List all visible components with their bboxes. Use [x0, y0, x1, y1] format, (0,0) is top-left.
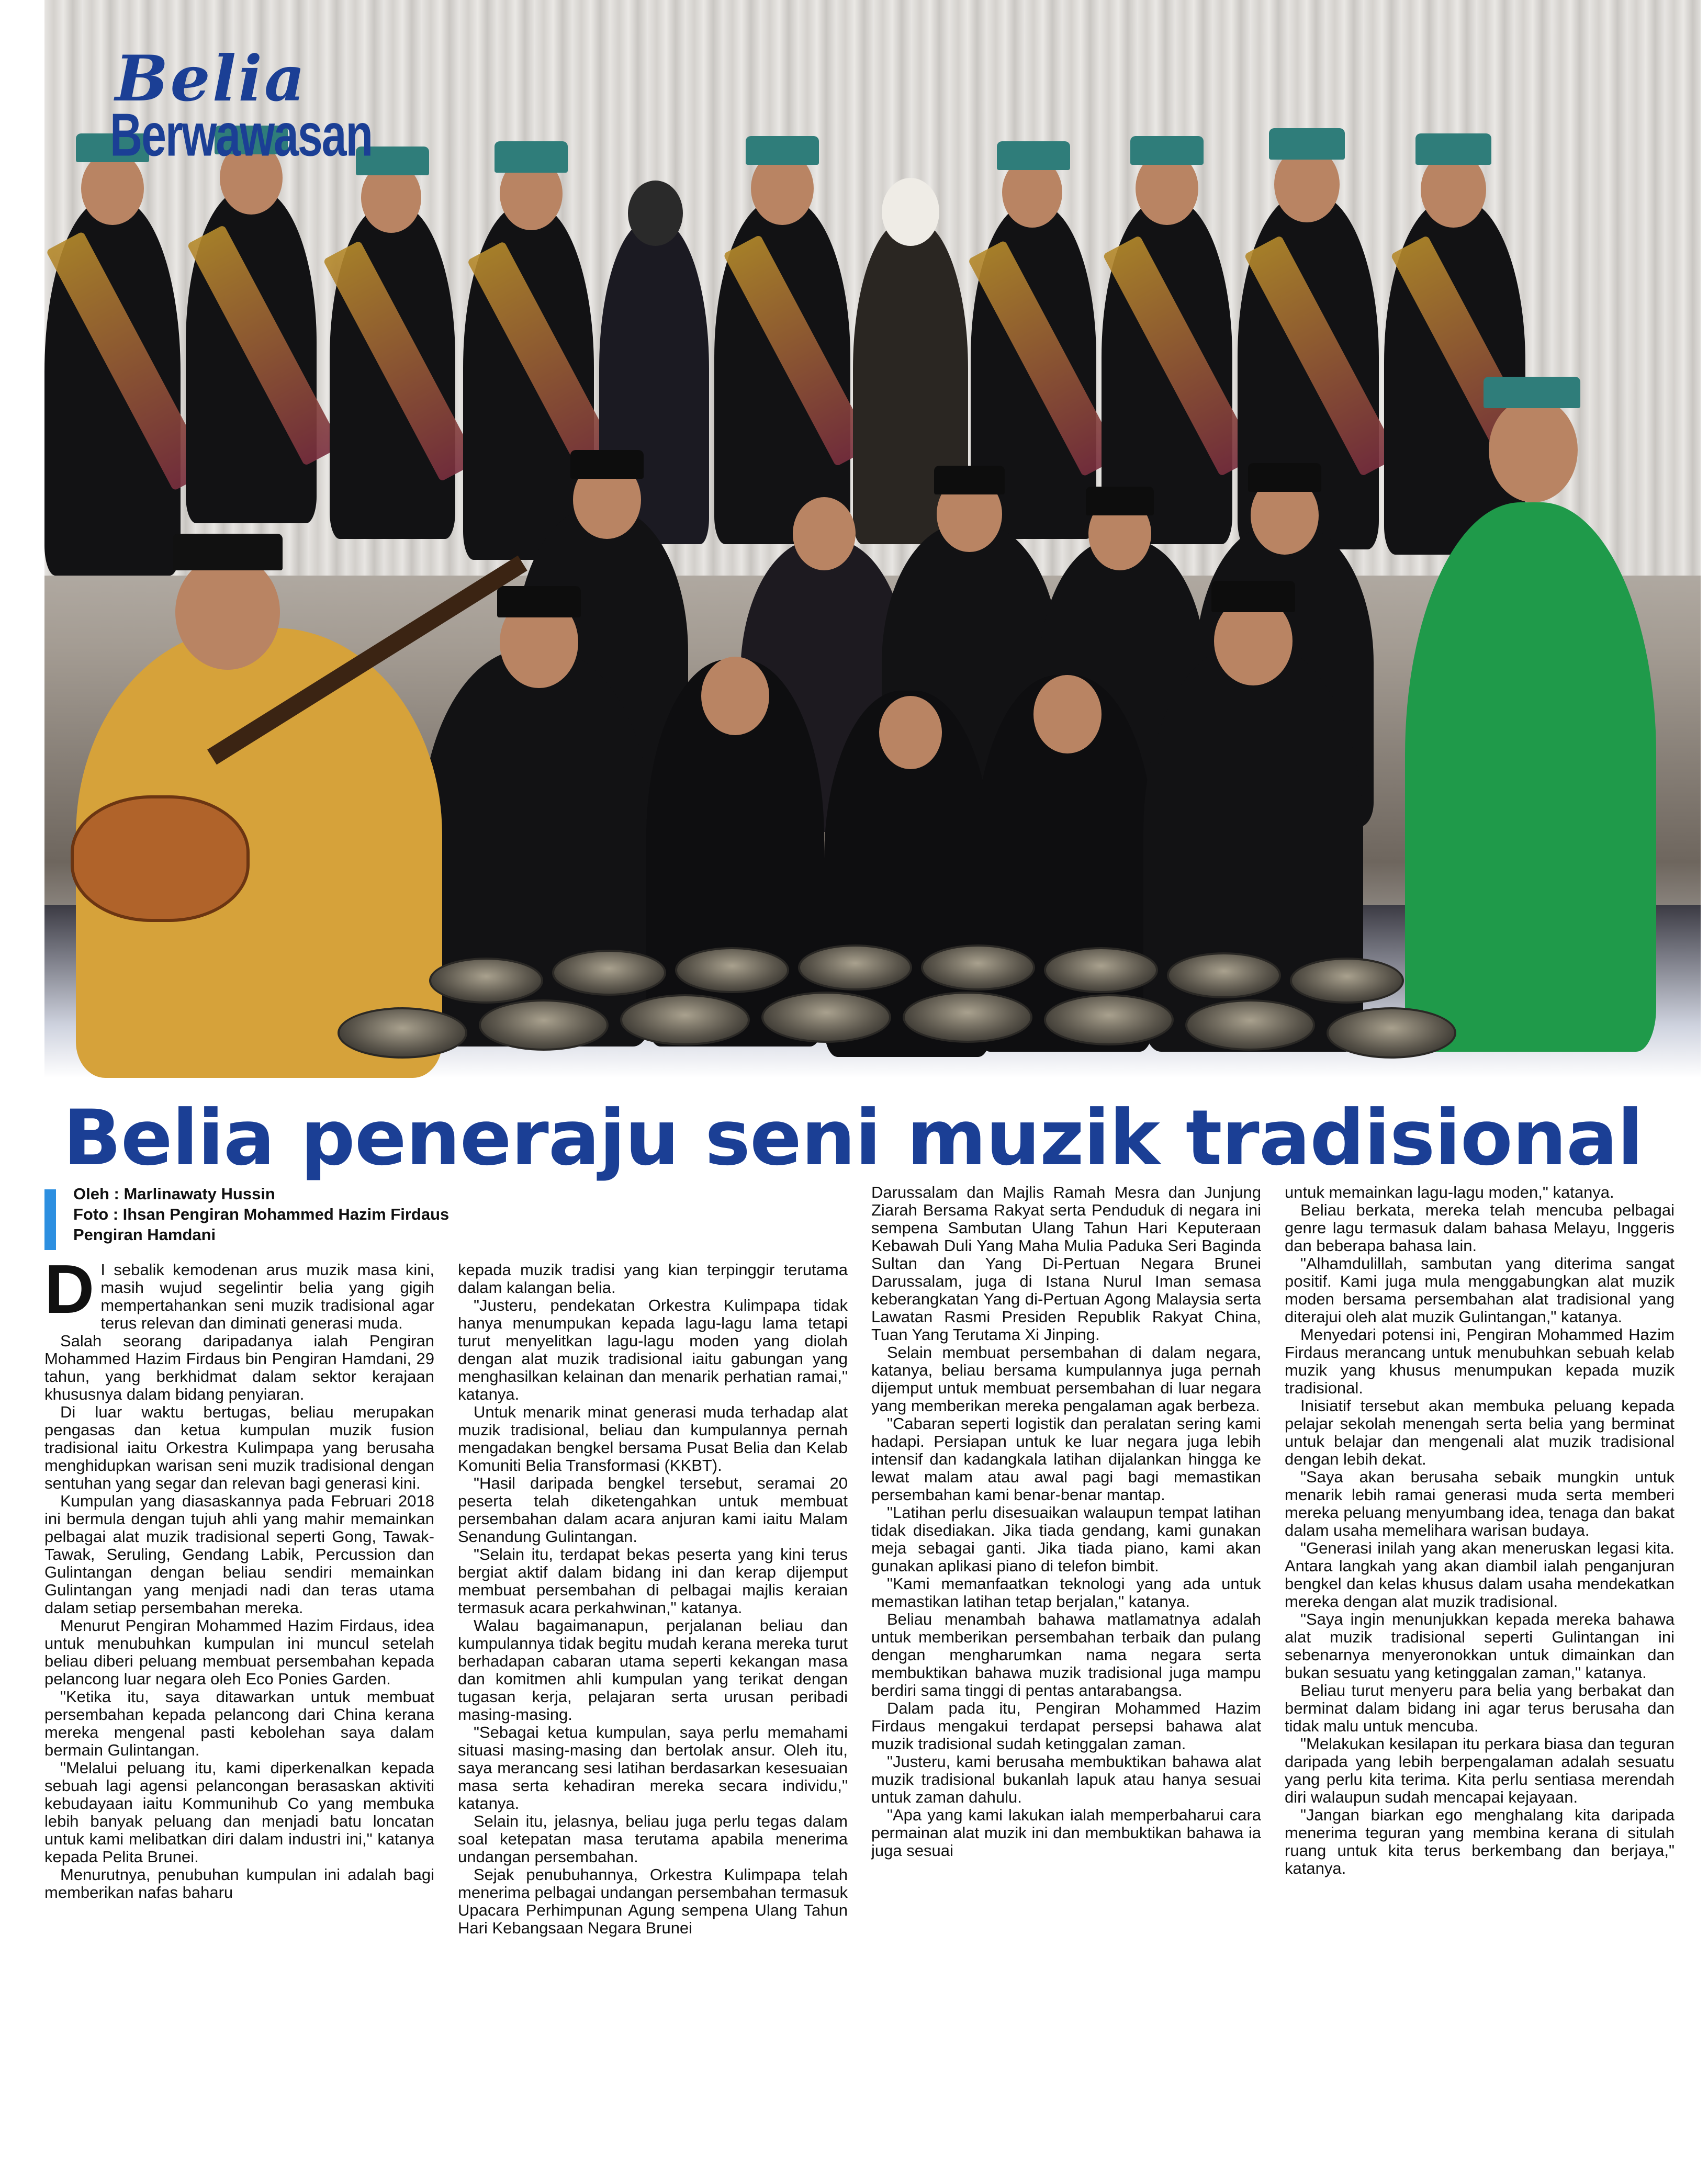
article-paragraph: "Latihan perlu disesuaikan walaupun tempat latihan tidak disediakan. Jika tiada gendang, kami gunakan meja sebagai ganti. Jika tiada piano, kami akan gunakan aplikasi piano di telefon bimbit. [871, 1503, 1261, 1575]
article-paragraph: "Cabaran seperti logistik dan peralatan sering kami hadapi. Persiapan untuk ke luar negara juga lebih intensif dan kadangkala latihan dijalankan hingga ke lewat malam atau awal pagi bagi memastikan persembahan kami benar-benar mantap. [871, 1414, 1261, 1504]
byline-photo-credit-2: Pengiran Hamdani [73, 1225, 216, 1244]
article-paragraph: Salah seorang daripadanya ialah Pengiran Mohammed Hazim Firdaus bin Pengiran Hamdani, 29 tahun, yang berkhidmat dalam sektor kerajaan khususnya dalam bidang penyiaran. [44, 1332, 434, 1403]
drop-cap: D [44, 1261, 95, 1327]
masthead-belia: Belia [115, 42, 307, 116]
byline [73, 1184, 502, 1245]
byline-photo-credit: Foto : Ihsan Pengiran Mohammed Hazim Firdaus [73, 1205, 450, 1223]
article-paragraph: "Melalui peluang itu, kami diperkenalkan kepada sebuah lagi agensi pelancongan berasaskan aktiviti kebudayaan iaitu Kommunihub Co yang membuka lebih banyak peluang dan menjadi batu loncatan untuk kami melibatkan diri dalam industri ini," katanya kepada Pelita Brunei. [44, 1759, 434, 1866]
article-headline: Belia peneraju seni muzik tradisional [63, 1094, 1643, 1183]
article-paragraph: untuk memainkan lagu-lagu moden," katanya. [1285, 1184, 1614, 1201]
article-paragraph: "Apa yang kami lakukan ialah memperbaharui cara permainan alat muzik ini dan membuktikan bahawa ia juga sesuai [871, 1806, 1261, 1860]
article-paragraph: "Hasil daripada bengkel tersebut, seramai 20 peserta telah diketengahkan untuk membuat persembahan dalam acara anjuran kami iaitu Malam Senandung Gulintangan. [458, 1474, 848, 1546]
bass-guitar [71, 795, 250, 922]
article-paragraph: kepada muzik tradisi yang kian terpinggir terutama dalam kalangan belia. [458, 1261, 848, 1297]
article-paragraph: Menyedari potensi ini, Pengiran Mohammed Hazim Firdaus merancang untuk menubuhkan sebuah kelab muzik yang khusus menumpukan kepada muzik tradisional. [1285, 1325, 1675, 1397]
article-paragraph: Sejak penubuhannya, Orkestra Kulimpapa telah menerima pelbagai undangan persembahan termasuk Upacara Perhimpunan Agung sempena Ulang Tahun Hari Kebangsaan Negara Brunei [458, 1865, 848, 1937]
article-paragraph: Kumpulan yang diasaskannya pada Februari 2018 ini bermula dengan tujuh ahli yang mahir memainkan pelbagai alat muzik tradisional seperti Gong, Tawak-Tawak, Seruling, Gendang Labik, Percussion dan Gulintangan dengan beliau sendiri memainkan Gulintangan yang menjadi nadi dan teras utama dalam setiap persembahan mereka. [44, 1492, 434, 1617]
article-paragraph: Darussalam dan Majlis Ramah Mesra dan Junjung Ziarah Bersama Rakyat serta Penduduk di negara ini sempena Sambutan Ulang Tahun Hari Keputeraan Kebawah Duli Yang Maha Mulia Paduka Seri Baginda Sultan dan Yang Di-Pertuan Negara Brunei Darussalam, juga di Istana Nurul Iman semasa keberangkatan Yang di-Pertuan Agong Malaysia serta Lawatan Rasmi Presiden Republik Rakyat China, Tuan Yang Terutama Xi Jinping. [871, 1184, 1261, 1344]
article-paragraph: Beliau menambah bahawa matlamatnya adalah untuk memberikan persembahan terbaik dan pulang dengan mengharumkan nama negara serta membuktikan bahawa muzik tradisional juga mampu berdiri sama tinggi di pentas antarabangsa. [871, 1610, 1261, 1700]
article-paragraph: "Selain itu, terdapat bekas peserta yang kini terus bergiat aktif dalam bidang ini dan kerap dijemput membuat persembahan di pelbagai majlis keraian termasuk acara perkahwinan," katanya. [458, 1545, 848, 1617]
article-column-1 [44, 1261, 434, 2179]
article-paragraph: Beliau turut menyeru para belia yang berbakat dan berminat dalam bidang ini agar terus berusaha dan tidak malu untuk mencuba. [1285, 1681, 1675, 1735]
article-paragraph: Di luar waktu bertugas, beliau merupakan pengasas dan ketua kumpulan muzik fusion tradisional iaitu Orkestra Kulimpapa yang berusaha menghidupkan warisan seni muzik tradisional dengan sentuhan yang segar dan relevan bagi generasi kini. [44, 1403, 434, 1492]
article-paragraph: "Justeru, kami berusaha membuktikan bahawa alat muzik tradisional bukanlah lapuk atau hanya sesuai untuk zaman dahulu. [871, 1752, 1261, 1806]
article-paragraph: Walau bagaimanapun, perjalanan beliau dan kumpulannya tidak begitu mudah kerana mereka turut berhadapan cabaran utama seperti kekangan masa dan komitmen ahli kumpulan yang terikat dengan tugasan kerja, pelajaran serta urusan peribadi masing-masing. [458, 1616, 848, 1724]
article-column-3 [871, 1184, 1261, 2180]
article-paragraph: "Jangan biarkan ego menghalang kita daripada menerima teguran yang membina kerana di situlah ruang untuk kita terus berkembang dan berjaya," katanya. [1285, 1806, 1675, 1877]
article-paragraph: D I sebalik kemodenan arus muzik masa kini, masih wujud segelintir belia yang gigih mempertahankan seni muzik tradisional agar terus relevan dan diminati generasi muda. [44, 1261, 434, 1332]
article-paragraph: "Sebagai ketua kumpulan, saya perlu memahami situasi masing-masing dan bertolak ansur. Oleh itu, saya merancang sesi latihan berdasarkan kesesuaian masa serta kehadiran mereka secara individu," katanya. [458, 1723, 848, 1813]
section-masthead [110, 42, 382, 169]
article-paragraph: "Melakukan kesilapan itu perkara biasa dan teguran daripada yang lebih berpengalaman adalah sesuatu yang perlu kita terima. Kita perlu sentiasa merendah diri walaupun sudah mencapai kejayaan. [1285, 1735, 1675, 1806]
article-paragraph: "Alhamdulillah, sambutan yang diterima sangat positif. Kami juga mula menggabungkan alat muzik moden bersama persembahan alat tradisional yang diterajui oleh alat muzik Gulintangan," katanya. [1285, 1254, 1675, 1326]
article-paragraph: Menurutnya, penubuhan kumpulan ini adalah bagi memberikan nafas baharu [44, 1865, 434, 1901]
article-paragraph: Untuk menarik minat generasi muda terhadap alat muzik tradisional, beliau dan kumpulannya pernah mengadakan bengkel bersama Pusat Belia dan Kelab Komuniti Belia Transformasi (KKBT). [458, 1403, 848, 1475]
masthead-berwawasan: Berwawasan [110, 101, 373, 169]
article-paragraph: Beliau berkata, mereka telah mencuba pelbagai genre lagu termasuk dalam bahasa Melayu, Inggeris dan beberapa bahasa lain. [1285, 1201, 1675, 1255]
article-paragraph: "Generasi inilah yang akan meneruskan legasi kita. Antara langkah yang akan diambil ialah penganjuran bengkel dan kelas khusus dalam usaha mendekatkan mereka dengan alat muzik tradisional. [1285, 1539, 1675, 1611]
byline-author: Oleh : Marlinawaty Hussin [73, 1185, 275, 1203]
article-paragraph: Menurut Pengiran Mohammed Hazim Firdaus, idea untuk menubuhkan kumpulan ini muncul setelah beliau diberi peluang membuat persembahan kepada pelancong luar negara oleh Eco Ponies Garden. [44, 1616, 434, 1688]
article-paragraph: Dalam pada itu, Pengiran Mohammed Hazim Firdaus mengakui terdapat persepsi bahawa alat muzik tradisional sudah ketinggalan zaman. [871, 1699, 1261, 1753]
article-paragraph: Selain itu, jelasnya, beliau juga perlu tegas dalam soal ketepatan masa terutama apabila menerima undangan persembahan. [458, 1812, 848, 1866]
article-paragraph: Inisiatif tersebut akan membuka peluang kepada pelajar sekolah menengah serta belia yang berminat untuk belajar dan mengenali alat muzik tradisional dengan lebih dekat. [1285, 1397, 1675, 1468]
article-column-4 [1285, 1184, 1675, 2180]
article-paragraph: "Saya ingin menunjukkan kepada mereka bahawa alat muzik tradisional seperti Gulintangan ini sebenarnya menyeronokkan untuk dimainkan dan bukan sesuatu yang ketinggalan zaman," katanya. [1285, 1610, 1675, 1682]
article-paragraph: Selain membuat persembahan di dalam negara, katanya, beliau bersama kumpulannya juga pernah dijemput untuk membuat persembahan di luar negara yang memberikan mereka pengalaman agak berbeza. [871, 1343, 1261, 1415]
article-column-2 [458, 1261, 848, 2179]
article-paragraph: "Justeru, pendekatan Orkestra Kulimpapa tidak hanya menumpukan kepada lagu-lagu lama tetapi turut menyelitkan lagu-lagu moden yang diolah dengan alat muzik tradisional iaitu gabungan yang menghasilkan kelainan dan menarik perhatian ramai," katanya. [458, 1296, 848, 1403]
article-paragraph: "Ketika itu, saya ditawarkan untuk membuat persembahan kepada pelancong dari China kerana mereka mengenal pasti kebolehan saya dalam bermain Gulintangan. [44, 1687, 434, 1759]
article-paragraph: "Saya akan berusaha sebaik mungkin untuk menarik lebih ramai generasi muda serta memberi mereka peluang menyumbang idea, tenaga dan bakat dalam usaha memelihara warisan budaya. [1285, 1468, 1675, 1539]
article-paragraph: "Kami memanfaatkan teknologi yang ada untuk memastikan latihan tetap berjalan," katanya. [871, 1574, 1261, 1611]
byline-accent-bar [44, 1189, 56, 1250]
